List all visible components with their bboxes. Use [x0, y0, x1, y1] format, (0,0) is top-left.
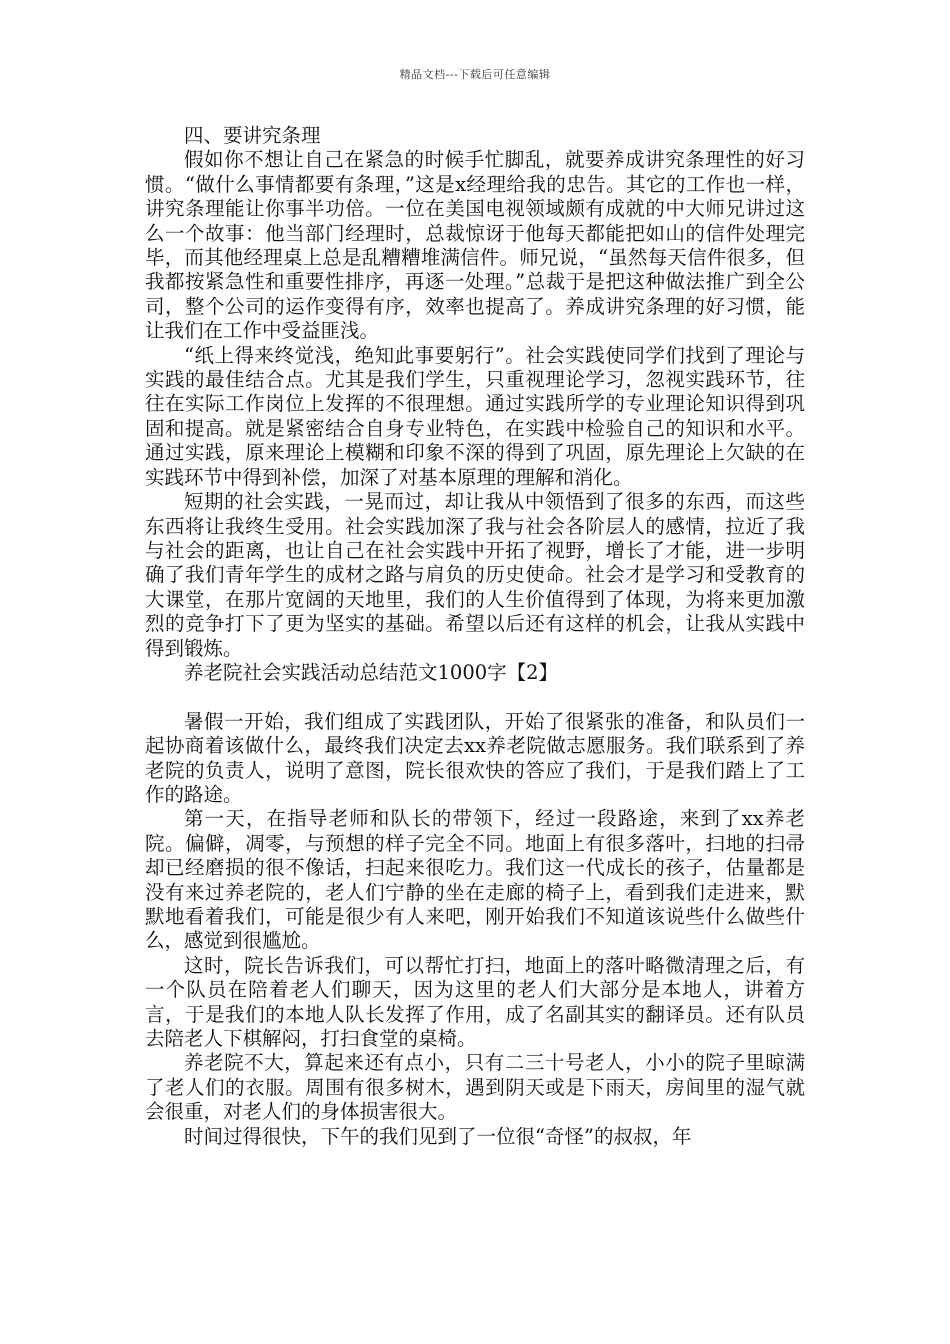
paragraph: 短期的社会实践，一晃而过，却让我从中领悟到了很多的东西，而这些东西将让我终生受用。社会实践加深了我与社会各阶层人的感情，拉近了我与社会的距离，也让自己在社会实践中开拓了视野，增长了才能，进一步明确了我们青年学生的成材之路与肩负的历史使命。社会才是学习和受教育的大课堂，在那片宽阔的天地里，我们的人生价值得到了体现，为将来更加激烈的竞争打下了更为坚实的基础。希望以后还有这样的机会，让我从实践中得到锻炼。 [145, 490, 805, 660]
paragraph: 时间过得很快，下午的我们见到了一位很“奇怪”的叔叔，年 [184, 1124, 692, 1148]
document-body [145, 124, 805, 1149]
paragraph: 这时，院长告诉我们，可以帮忙打扫，地面上的落叶略微清理之后，有一个队员在陪着老人们聊天，因为这里的老人们大部分是本地人，讲着方言，于是我们的本地人队长发挥了作用，成了名副其实的翻译员。还有队员去陪老人下棋解闷，打扫食堂的桌椅。 [145, 953, 805, 1051]
article-title: 养老院社会实践活动总结范文1000字【2】 [184, 660, 559, 684]
paragraph: 第一天，在指导老师和队长的带领下，经过一段路途，来到了xx养老院。偏僻，凋零，与预想的样子完全不同。地面上有很多落叶，扫地的扫帚却已经磨损的很不像话，扫起来很吃力。我们这一代成长的孩子，估量都是没有来过养老院的，老人们宁静的坐在走廊的椅子上，看到我们走进来，默默地看着我们，可能是很少有人来吧，刚开始我们不知道该说些什么做些什么，感觉到很尴尬。 [145, 807, 805, 953]
paragraph: 养老院不大，算起来还有点小，只有二三十号老人，小小的院子里晾满了老人们的衣服。周围有很多树木，遇到阴天或是下雨天，房间里的湿气就会很重，对老人们的身体损害很大。 [145, 1051, 805, 1124]
page-header: 精品文档---下载后可任意编辑 [399, 68, 551, 81]
paragraph: 暑假一开始，我们组成了实践团队，开始了很紧张的准备，和队员们一起协商着该做什么，最终我们决定去xx养老院做志愿服务。我们联系到了养老院的负责人，说明了意图，院长很欢快的答应了我们，于是我们踏上了工作的路途。 [145, 709, 805, 806]
section-heading: 四、要讲究条理 [184, 124, 321, 147]
blank-line [145, 685, 805, 709]
paragraph: 假如你不想让自己在紧急的时候手忙脚乱，就要养成讲究条理性的好习惯。“做什么事情都要有条理，”这是x经理给我的忠告。其它的工作也一样，讲究条理能让你事半功倍。一位在美国电视领域颇有成就的中大师兄讲过这么一个故事：他当部门经理时，总裁惊讶于他每天都能把如山的信件处理完毕，而其他经理桌上总是乱糟糟堆满信件。师兄说，“虽然每天信件很多，但我都按紧急性和重要性排序，再逐一处理。”总裁于是把这种做法推广到全公司，整个公司的运作变得有序，效率也提高了。养成讲究条理的好习惯，能让我们在工作中受益匪浅。 [145, 148, 805, 343]
paragraph: “纸上得来终觉浅，绝知此事要躬行”。社会实践使同学们找到了理论与实践的最佳结合点。尤其是我们学生，只重视理论学习，忽视实践环节，往往在实际工作岗位上发挥的不很理想。通过实践所学的专业理论知识得到巩固和提高。就是紧密结合自身专业特色，在实践中检验自己的知识和水平。通过实践，原来理论上模糊和印象不深的得到了巩固，原先理论上欠缺的在实践环节中得到补偿，加深了对基本原理的理解和消化。 [145, 343, 805, 489]
